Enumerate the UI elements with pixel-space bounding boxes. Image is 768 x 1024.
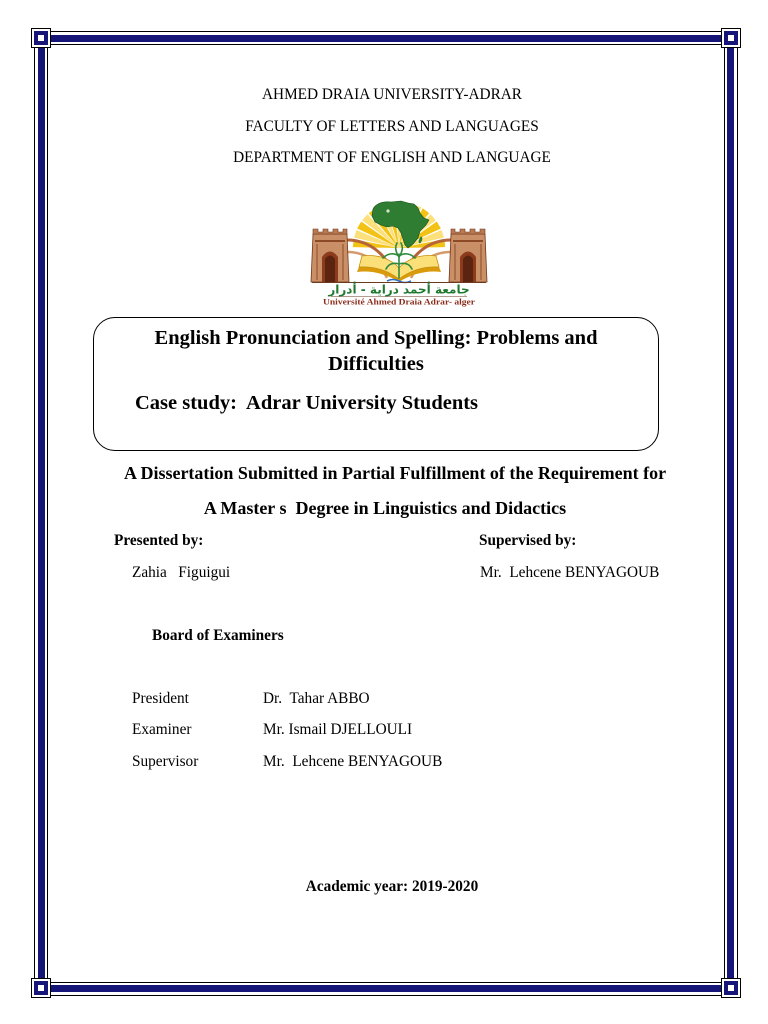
left-tower xyxy=(311,229,349,282)
student-name: Zahia Figuigui xyxy=(132,564,231,581)
academic-year: Academic year: 2019-2020 xyxy=(305,878,479,895)
title-box xyxy=(93,317,659,451)
right-tower xyxy=(449,229,487,282)
examiner-role: President xyxy=(132,690,189,707)
dissertation-title: English Pronunciation and Spelling: Problems and Difficulties xyxy=(154,327,598,375)
corner-ornament-bottom-right xyxy=(721,978,741,998)
submission-statement-line1: A Dissertation Submitted in Partial Fulfillment of the Requirement for xyxy=(123,463,667,483)
corner-ornament-bottom-left xyxy=(31,978,51,998)
board-row xyxy=(132,690,492,708)
supervisor-name: Mr. Lehcene BENYAGOUB xyxy=(480,564,660,581)
university-logo xyxy=(309,194,489,310)
examiner-name: Dr. Tahar ABBO xyxy=(263,690,370,707)
board-row xyxy=(132,753,492,771)
logo-french-name: Université Ahmed Draia Adrar- alger xyxy=(323,296,476,307)
examiner-role: Examiner xyxy=(132,721,192,738)
submission-statement-line2: A Master s Degree in Linguistics and Didactics xyxy=(203,498,567,518)
adrar-location-dot xyxy=(386,209,389,212)
examiner-name: Mr. Ismail DJELLOULI xyxy=(263,721,413,738)
corner-ornament-top-left xyxy=(31,28,51,48)
examiner-role: Supervisor xyxy=(132,753,199,770)
university-name: AHMED DRAIA UNIVERSITY-ADRAR xyxy=(261,86,523,103)
corner-ornament-top-right xyxy=(721,28,741,48)
supervised-by-label: Supervised by: xyxy=(479,532,577,549)
case-study: Case study: Adrar University Students xyxy=(135,392,479,414)
logo-arabic-name: جامعة أحمد دراية - أدرار xyxy=(328,282,470,297)
department-name: DEPARTMENT OF ENGLISH AND LANGUAGE xyxy=(233,149,551,166)
board-heading: Board of Examiners xyxy=(152,627,284,644)
faculty-name: FACULTY OF LETTERS AND LANGUAGES xyxy=(245,118,539,135)
board-row xyxy=(132,721,492,739)
presented-by-label: Presented by: xyxy=(114,532,204,549)
examiner-name: Mr. Lehcene BENYAGOUB xyxy=(263,753,443,770)
